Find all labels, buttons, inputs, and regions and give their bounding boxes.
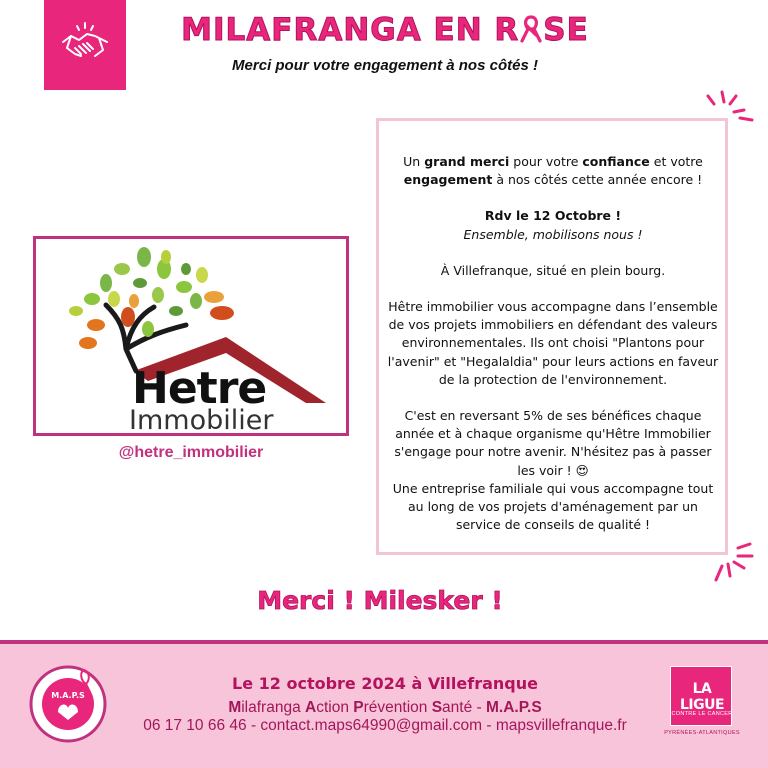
pink-ribbon-icon [519,14,543,44]
company-paragraph: Hêtre immobilier vous accompagne dans l’ensemble de vos projets immobiliers en défendant des valeurs environnementales. Ils ont choisi "Plantons pour l'avenir" et "Hegalaldia" pour leurs actions en faveur de la protection de l'environnement. [387,299,719,387]
handshake-icon [59,18,111,70]
location-paragraph: À Villefranque, situé en plein bourg. [440,262,666,278]
family-paragraph: Une entreprise familiale qui vous accompagne tout au long de vos projets d'aménagement par un service de conseils de qualité ! [392,480,714,533]
handshake-tile [44,0,126,90]
page-title: MILAFRANGA EN R SE [181,12,589,48]
ligue-name: LA LIGUE [679,681,725,713]
ligue-region: PYRÉNÉES-ATLANTIQUES [664,730,740,736]
message-card [376,118,728,555]
partner-logo [33,236,349,436]
thanks-paragraph: Un grand merci pour votre confiance et votre engagement à nos côtés cette année encore ! [403,154,703,188]
merci-heading: Merci ! Milesker ! [257,586,503,615]
org-name: Milafranga Action Prévention Santé - M.A.P.S [228,699,542,716]
logo-subword: Immobilier [129,405,274,436]
message-body [387,153,719,552]
maps-logo [28,664,108,744]
contact-info[interactable]: 06 17 10 66 46 - contact.maps64990@gmail.com - mapsvillefranque.fr [143,717,627,734]
event-date: Le 12 octobre 2024 à Villefranque [232,674,538,693]
maps-logo-label: M.A.P.S [51,691,85,700]
donation-paragraph: C'est en reversant 5% de ses bénéfices chaque année et à chaque organisme qu'Hêtre Immobilier s'engage pour notre avenir. N'hésitez pas à passer les voir ! 😍 [394,408,712,478]
page-subtitle: Merci pour votre engagement à nos côtés ! [232,57,538,74]
ligue-logo [664,666,740,740]
ligue-subtitle: CONTRE LE CANCER [671,711,733,717]
logo-word: Hetre [132,363,267,414]
rdv-paragraph: Rdv le 12 Octobre ! Ensemble, mobilisons nous ! [463,208,643,242]
partner-handle[interactable]: @hetre_immobilier [118,444,264,461]
